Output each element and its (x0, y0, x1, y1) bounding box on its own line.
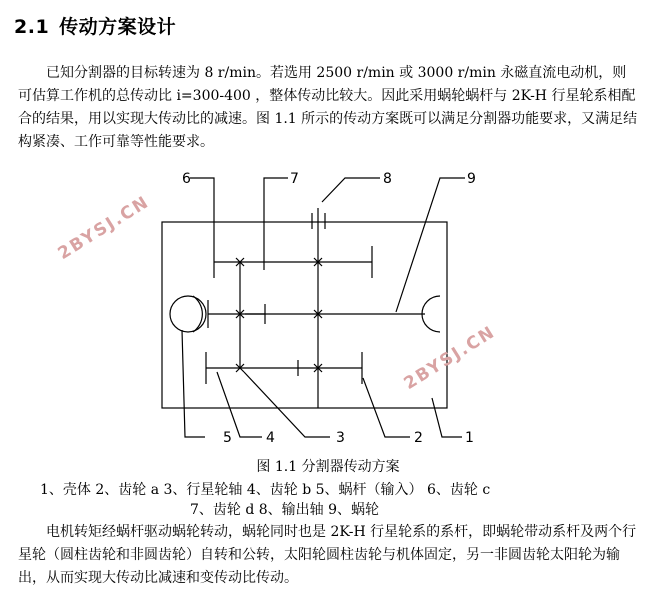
figure-legend-line-2: 7、齿轮 d 8、输出轴 9、蜗轮 (190, 502, 380, 518)
callout-4: 4 (266, 430, 275, 446)
callout-3: 3 (336, 430, 345, 446)
figure-caption: 图 1.1 分割器传动方案 (256, 459, 400, 475)
intro-paragraph: 已知分割器的目标转速为 8 r/min。若选用 2500 r/min 或 3000 r/min 永磁直流电动机，则可估算工作机的总传动比 i=300-400 ，整体传动比较大。因此采用蜗轮蜗杆与 2K-H 行星轮系相配合的结果，用以实现大传动比的减速。图 1.1 所示的传动方案既可以满足分割器功能要求，又满足结构紧凑、工作可靠等性能要求。 (18, 65, 638, 150)
body-paragraph: 电机转矩经蜗杆驱动蜗轮转动，蜗轮同时也是 2K-H 行星轮系的系杆，即蜗轮带动系杆及两个行星轮（圆柱齿轮和非圆齿轮）自转和公转，太阳轮圆柱齿轮与机体固定，另一非圆齿轮太阳轮为输出，从而实现大传动比减速和变传动比传动。 (18, 524, 637, 586)
callout-5: 5 (223, 430, 232, 446)
section-title: 传动方案设计 (59, 16, 177, 38)
section-number: 2.1 (14, 16, 50, 38)
callout-2: 2 (414, 430, 423, 446)
watermark: 2BYSJ.CN (54, 191, 154, 265)
callout-9: 9 (467, 171, 476, 187)
callout-6: 6 (182, 171, 191, 187)
watermark: 2BYSJ.CN (400, 321, 500, 395)
callout-8: 8 (383, 171, 392, 187)
callout-7: 7 (290, 171, 299, 187)
figure-legend-line-1: 1、壳体 2、齿轮 a 3、行星轮轴 4、齿轮 b 5、蜗杆（输入） 6、齿轮 c (40, 482, 491, 498)
callout-1: 1 (465, 430, 474, 446)
